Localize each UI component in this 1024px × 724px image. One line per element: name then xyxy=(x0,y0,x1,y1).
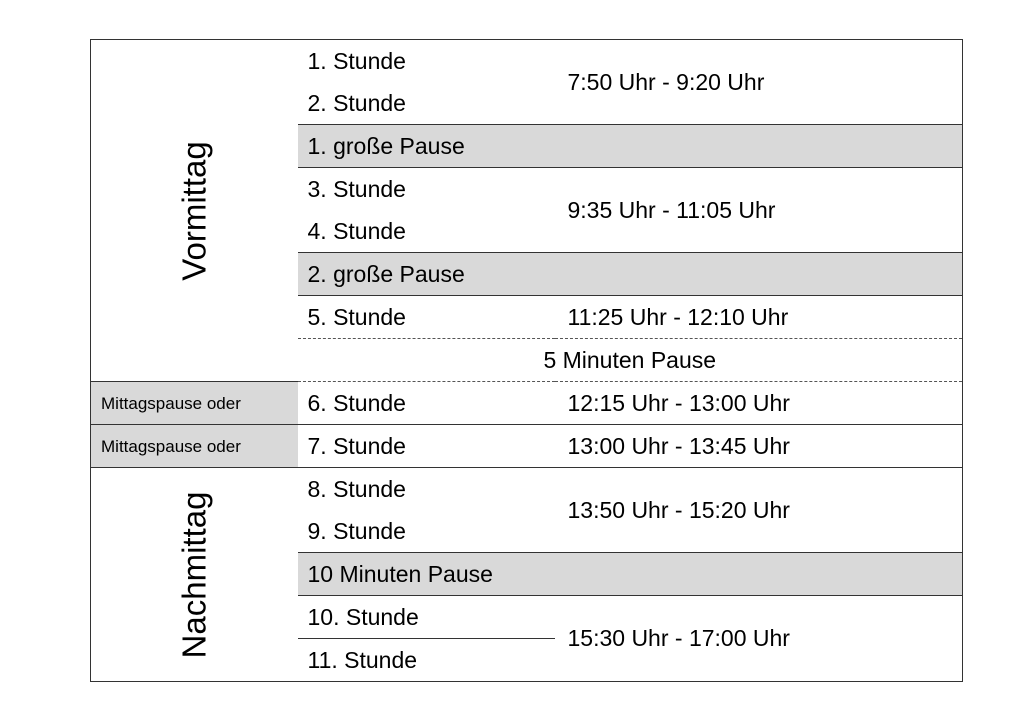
pause-big-2: 2. große Pause xyxy=(298,253,963,296)
lesson-3: 3. Stunde xyxy=(307,175,406,202)
time-lesson-6: 12:15 Uhr - 13:00 Uhr xyxy=(555,382,963,425)
lesson-6: 6. Stunde xyxy=(298,382,555,425)
time-lesson-7: 13:00 Uhr - 13:45 Uhr xyxy=(555,425,963,468)
pause-big-1: 1. große Pause xyxy=(298,125,963,168)
time-lesson-5: 11:25 Uhr - 12:10 Uhr xyxy=(555,296,963,339)
timetable xyxy=(90,39,963,682)
pause-10-minutes: 10 Minuten Pause xyxy=(298,553,963,596)
lesson-7: 7. Stunde xyxy=(298,425,555,468)
pause-5-minutes: 5 Minuten Pause xyxy=(298,339,963,382)
lesson-2: 2. Stunde xyxy=(298,82,555,125)
time-lessons-8-9: 13:50 Uhr - 15:20 Uhr xyxy=(555,468,963,553)
section-label-afternoon-text: Nachmittag xyxy=(175,491,213,658)
time-lessons-10-11: 15:30 Uhr - 17:00 Uhr xyxy=(567,625,790,651)
lesson-1: 1. Stunde xyxy=(307,47,406,74)
section-label-morning xyxy=(91,40,298,382)
lesson-4: 4. Stunde xyxy=(298,210,555,253)
lunch-label-2: Mittagspause oder xyxy=(91,425,298,468)
section-label-afternoon xyxy=(91,468,298,682)
lesson-8: 8. Stunde xyxy=(307,475,406,502)
time-lessons-3-4: 9:35 Uhr - 11:05 Uhr xyxy=(555,168,963,253)
section-label-morning-text: Vormittag xyxy=(175,140,213,281)
lesson-5: 5. Stunde xyxy=(298,296,555,339)
lunch-label-1: Mittagspause oder xyxy=(91,382,298,425)
lesson-10: 10. Stunde xyxy=(298,596,555,639)
lesson-11: 11. Stunde xyxy=(307,646,418,673)
lesson-9: 9. Stunde xyxy=(298,510,555,553)
time-lessons-1-2: 7:50 Uhr - 9:20 Uhr xyxy=(555,40,963,125)
